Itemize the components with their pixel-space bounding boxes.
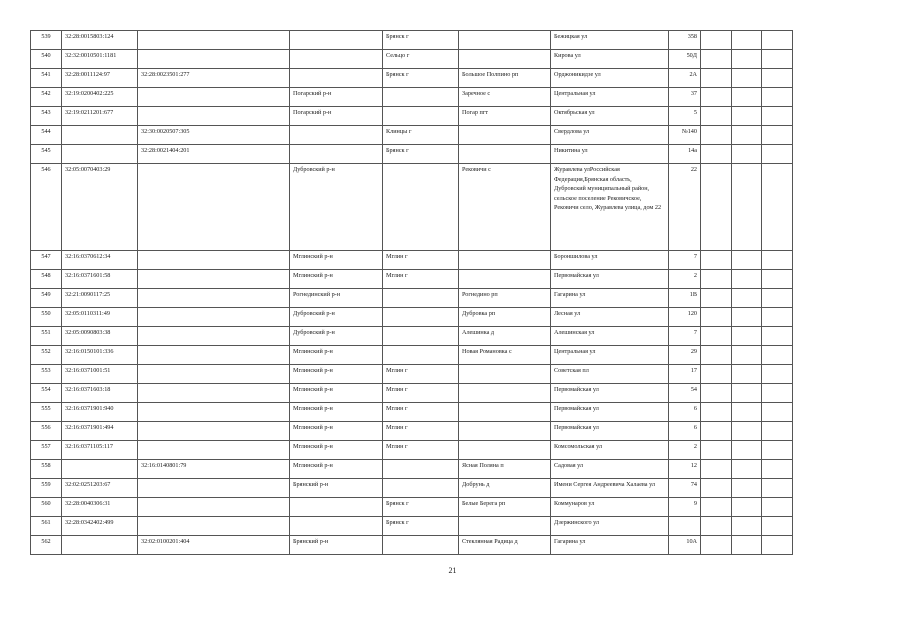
cell-cadastral-number-2	[138, 289, 290, 308]
cell-empty-3	[762, 126, 793, 145]
cell-cadastral-number-2	[138, 498, 290, 517]
cell-empty-3	[762, 145, 793, 164]
cell-street: Гагарина ул	[551, 289, 669, 308]
cell-empty-1	[701, 308, 732, 327]
cell-city	[383, 460, 459, 479]
cell-number: 558	[31, 460, 62, 479]
cell-number: 560	[31, 498, 62, 517]
cell-district: Дубровский р-н	[290, 327, 383, 346]
cell-empty-3	[762, 441, 793, 460]
cell-settlement	[459, 422, 551, 441]
cell-number: 556	[31, 422, 62, 441]
cell-settlement: Рогнедино рп	[459, 289, 551, 308]
table-row	[31, 441, 793, 460]
cell-city: Мглин г	[383, 384, 459, 403]
cell-cadastral-number	[62, 145, 138, 164]
cell-city	[383, 289, 459, 308]
table-row	[31, 107, 793, 126]
cell-empty-2	[732, 346, 762, 365]
cell-street: Никитина ул	[551, 145, 669, 164]
cell-city: Мглин г	[383, 270, 459, 289]
cell-city	[383, 479, 459, 498]
cell-house: 7	[669, 251, 701, 270]
cell-city: Мглин г	[383, 251, 459, 270]
cell-empty-2	[732, 69, 762, 88]
table-row	[31, 31, 793, 50]
cell-house: №140	[669, 126, 701, 145]
table-row	[31, 145, 793, 164]
cell-city	[383, 107, 459, 126]
cell-number: 557	[31, 441, 62, 460]
cell-district	[290, 517, 383, 536]
cell-empty-2	[732, 50, 762, 69]
cell-cadastral-number	[62, 460, 138, 479]
cell-cadastral-number-2: 32:02:0100201:404	[138, 536, 290, 555]
cell-empty-3	[762, 479, 793, 498]
cell-number: 549	[31, 289, 62, 308]
cell-empty-1	[701, 31, 732, 50]
cell-street: Первомайская ул	[551, 270, 669, 289]
cell-district: Мглинский р-н	[290, 346, 383, 365]
cell-number: 540	[31, 50, 62, 69]
table-row	[31, 403, 793, 422]
cell-settlement	[459, 365, 551, 384]
cell-number: 551	[31, 327, 62, 346]
cell-empty-2	[732, 289, 762, 308]
cell-empty-2	[732, 31, 762, 50]
cell-settlement: Рековичи с	[459, 164, 551, 251]
cell-number: 553	[31, 365, 62, 384]
cell-city: Клинцы г	[383, 126, 459, 145]
cell-street: Бежицкая ул	[551, 31, 669, 50]
table-row	[31, 289, 793, 308]
cell-house	[669, 517, 701, 536]
cell-empty-1	[701, 460, 732, 479]
cell-cadastral-number: 32:16:0371901:494	[62, 422, 138, 441]
cell-district: Погарский р-н	[290, 88, 383, 107]
cell-empty-1	[701, 69, 732, 88]
cell-house: 10А	[669, 536, 701, 555]
cell-city: Мглин г	[383, 365, 459, 384]
cell-empty-2	[732, 164, 762, 251]
cell-city: Брянск г	[383, 31, 459, 50]
cell-empty-1	[701, 107, 732, 126]
cell-cadastral-number-2	[138, 31, 290, 50]
cell-settlement: Большое Полпино рп	[459, 69, 551, 88]
cell-cadastral-number-2	[138, 251, 290, 270]
cell-cadastral-number-2	[138, 346, 290, 365]
cell-cadastral-number: 32:21:0090117:25	[62, 289, 138, 308]
cell-cadastral-number: 32:16:0371105:117	[62, 441, 138, 460]
cell-street: Гагарина ул	[551, 536, 669, 555]
cell-empty-1	[701, 536, 732, 555]
cell-settlement	[459, 145, 551, 164]
cell-empty-3	[762, 498, 793, 517]
cell-cadastral-number: 32:16:0371601:58	[62, 270, 138, 289]
cell-empty-2	[732, 145, 762, 164]
cell-district: Мглинский р-н	[290, 441, 383, 460]
cell-settlement	[459, 126, 551, 145]
page-number: 21	[448, 566, 457, 575]
cell-city	[383, 164, 459, 251]
cell-city: Брянск г	[383, 145, 459, 164]
cell-number: 541	[31, 69, 62, 88]
cell-house: 29	[669, 346, 701, 365]
cell-cadastral-number-2: 32:28:0021404:201	[138, 145, 290, 164]
cell-house: 5	[669, 107, 701, 126]
cell-cadastral-number: 32:02:0251203:67	[62, 479, 138, 498]
table-row	[31, 251, 793, 270]
cell-empty-3	[762, 289, 793, 308]
cell-district: Мглинский р-н	[290, 384, 383, 403]
cell-city: Брянск г	[383, 517, 459, 536]
cell-street: Первомайская ул	[551, 384, 669, 403]
cell-empty-2	[732, 365, 762, 384]
cell-district: Мглинский р-н	[290, 403, 383, 422]
cell-house: 22	[669, 164, 701, 251]
cell-cadastral-number	[62, 536, 138, 555]
cell-house: 50Д	[669, 50, 701, 69]
cell-empty-1	[701, 403, 732, 422]
cell-empty-3	[762, 270, 793, 289]
cell-cadastral-number: 32:16:0150101:336	[62, 346, 138, 365]
cell-street: Центральная ул	[551, 88, 669, 107]
cell-empty-3	[762, 107, 793, 126]
cell-empty-2	[732, 403, 762, 422]
cell-district: Брянский р-н	[290, 479, 383, 498]
table-row	[31, 69, 793, 88]
cell-district	[290, 126, 383, 145]
table-row	[31, 498, 793, 517]
cell-cadastral-number: 32:28:0011124:97	[62, 69, 138, 88]
registry-sheet	[30, 30, 792, 555]
cell-house: 2	[669, 270, 701, 289]
cell-settlement	[459, 441, 551, 460]
cell-district: Рогнединский р-н	[290, 289, 383, 308]
cell-house: 7	[669, 327, 701, 346]
cell-cadastral-number-2: 32:16:0140801:79	[138, 460, 290, 479]
cell-settlement	[459, 384, 551, 403]
cell-cadastral-number-2	[138, 50, 290, 69]
cell-empty-1	[701, 88, 732, 107]
cell-cadastral-number: 32:28:0015803:124	[62, 31, 138, 50]
cell-house: 120	[669, 308, 701, 327]
cell-district: Мглинский р-н	[290, 422, 383, 441]
cell-settlement	[459, 50, 551, 69]
cell-settlement	[459, 403, 551, 422]
cell-district	[290, 498, 383, 517]
cell-city	[383, 346, 459, 365]
cell-cadastral-number-2	[138, 441, 290, 460]
cell-cadastral-number-2: 32:30:0020507:305	[138, 126, 290, 145]
cell-house: 1В	[669, 289, 701, 308]
table-row	[31, 50, 793, 69]
cell-cadastral-number: 32:05:0090803:38	[62, 327, 138, 346]
cell-empty-3	[762, 422, 793, 441]
cell-empty-3	[762, 517, 793, 536]
cell-empty-3	[762, 88, 793, 107]
cell-number: 539	[31, 31, 62, 50]
cell-district: Мглинский р-н	[290, 251, 383, 270]
table-row	[31, 126, 793, 145]
cell-house: 6	[669, 422, 701, 441]
cell-house: 358	[669, 31, 701, 50]
cell-district	[290, 31, 383, 50]
cell-house: 12	[669, 460, 701, 479]
cell-number: 548	[31, 270, 62, 289]
cell-street: Алешинская ул	[551, 327, 669, 346]
cell-empty-2	[732, 327, 762, 346]
cell-number: 552	[31, 346, 62, 365]
cell-empty-3	[762, 164, 793, 251]
cell-cadastral-number	[62, 126, 138, 145]
cell-cadastral-number-2	[138, 517, 290, 536]
cell-city	[383, 308, 459, 327]
cell-settlement: Новая Романовка с	[459, 346, 551, 365]
cell-cadastral-number-2	[138, 403, 290, 422]
cell-district	[290, 145, 383, 164]
cell-number: 561	[31, 517, 62, 536]
cell-empty-2	[732, 270, 762, 289]
cell-cadastral-number: 32:16:0371901:940	[62, 403, 138, 422]
cell-empty-1	[701, 327, 732, 346]
cell-empty-2	[732, 479, 762, 498]
cell-district: Брянский р-н	[290, 536, 383, 555]
table-row	[31, 327, 793, 346]
cell-street: Коммунаров ул	[551, 498, 669, 517]
cell-house: 2А	[669, 69, 701, 88]
cell-street: Свердлова ул	[551, 126, 669, 145]
cell-street: Имени Сергея Андреевича Халаева ул	[551, 479, 669, 498]
cell-number: 554	[31, 384, 62, 403]
cell-settlement: Дубровка рп	[459, 308, 551, 327]
cell-empty-2	[732, 126, 762, 145]
cell-settlement	[459, 270, 551, 289]
cell-cadastral-number-2	[138, 164, 290, 251]
cell-empty-1	[701, 270, 732, 289]
table-row	[31, 270, 793, 289]
table-body	[31, 31, 793, 555]
cell-number: 547	[31, 251, 62, 270]
cell-empty-2	[732, 441, 762, 460]
cell-empty-2	[732, 422, 762, 441]
registry-table	[30, 30, 793, 555]
cell-cadastral-number-2	[138, 365, 290, 384]
cell-street: Кирова ул	[551, 50, 669, 69]
cell-empty-3	[762, 327, 793, 346]
cell-number: 543	[31, 107, 62, 126]
table-row	[31, 308, 793, 327]
cell-house: 54	[669, 384, 701, 403]
cell-empty-1	[701, 50, 732, 69]
cell-city: Мглин г	[383, 403, 459, 422]
cell-empty-1	[701, 384, 732, 403]
cell-street: Лесная ул	[551, 308, 669, 327]
table-row	[31, 536, 793, 555]
table-row	[31, 422, 793, 441]
table-row	[31, 384, 793, 403]
table-row	[31, 346, 793, 365]
cell-number: 562	[31, 536, 62, 555]
cell-number: 555	[31, 403, 62, 422]
table-row	[31, 517, 793, 536]
cell-city: Мглин г	[383, 441, 459, 460]
cell-empty-3	[762, 31, 793, 50]
cell-empty-3	[762, 460, 793, 479]
cell-street: Центральная ул	[551, 346, 669, 365]
cell-settlement: Стеклянная Радица д	[459, 536, 551, 555]
cell-house: 6	[669, 403, 701, 422]
table-row	[31, 88, 793, 107]
cell-street: Дзержинского ул	[551, 517, 669, 536]
cell-street: Бороншилова ул	[551, 251, 669, 270]
cell-district: Погарский р-н	[290, 107, 383, 126]
cell-cadastral-number: 32:05:0070403:29	[62, 164, 138, 251]
cell-city: Брянск г	[383, 69, 459, 88]
cell-empty-2	[732, 498, 762, 517]
cell-cadastral-number-2: 32:28:0023501:277	[138, 69, 290, 88]
cell-empty-3	[762, 403, 793, 422]
cell-empty-2	[732, 251, 762, 270]
cell-empty-1	[701, 517, 732, 536]
cell-city: Брянск г	[383, 498, 459, 517]
cell-cadastral-number-2	[138, 327, 290, 346]
cell-house: 9	[669, 498, 701, 517]
cell-settlement: Добрунь д	[459, 479, 551, 498]
cell-cadastral-number-2	[138, 422, 290, 441]
cell-cadastral-number-2	[138, 479, 290, 498]
cell-city	[383, 327, 459, 346]
cell-cadastral-number: 32:16:0371001:51	[62, 365, 138, 384]
cell-cadastral-number: 32:16:0371603:18	[62, 384, 138, 403]
cell-number: 546	[31, 164, 62, 251]
cell-cadastral-number: 32:05:0110311:49	[62, 308, 138, 327]
table-row	[31, 479, 793, 498]
cell-district: Мглинский р-н	[290, 365, 383, 384]
cell-empty-2	[732, 384, 762, 403]
cell-cadastral-number: 32:19:0200402:225	[62, 88, 138, 107]
cell-empty-1	[701, 441, 732, 460]
cell-city	[383, 88, 459, 107]
cell-empty-3	[762, 69, 793, 88]
cell-settlement	[459, 251, 551, 270]
cell-empty-3	[762, 308, 793, 327]
cell-empty-3	[762, 251, 793, 270]
cell-empty-3	[762, 384, 793, 403]
cell-street: Журавлева улРоссийская Федерация,Брянская область, Дубровский муниципальный район, сельское поселение Рековичское, Рековичи село, Журавлева улица, дом 22	[551, 164, 669, 251]
cell-settlement: Белые Берега рп	[459, 498, 551, 517]
cell-settlement: Погар пгт	[459, 107, 551, 126]
cell-number: 545	[31, 145, 62, 164]
cell-settlement	[459, 31, 551, 50]
table-row	[31, 460, 793, 479]
cell-street: Первомайская ул	[551, 422, 669, 441]
cell-city: Сельцо г	[383, 50, 459, 69]
cell-city: Мглин г	[383, 422, 459, 441]
cell-cadastral-number-2	[138, 88, 290, 107]
cell-cadastral-number-2	[138, 107, 290, 126]
cell-empty-3	[762, 536, 793, 555]
cell-cadastral-number: 32:28:0040306:31	[62, 498, 138, 517]
cell-settlement: Заречное с	[459, 88, 551, 107]
cell-number: 542	[31, 88, 62, 107]
cell-street: Орджоникидзе ул	[551, 69, 669, 88]
cell-empty-3	[762, 365, 793, 384]
cell-house: 14а	[669, 145, 701, 164]
cell-house: 37	[669, 88, 701, 107]
cell-empty-2	[732, 460, 762, 479]
cell-city	[383, 536, 459, 555]
cell-district	[290, 69, 383, 88]
cell-street: Первомайская ул	[551, 403, 669, 422]
cell-cadastral-number-2	[138, 308, 290, 327]
cell-empty-2	[732, 536, 762, 555]
cell-empty-1	[701, 251, 732, 270]
cell-cadastral-number: 32:28:0342402:499	[62, 517, 138, 536]
cell-settlement: Алешинка д	[459, 327, 551, 346]
cell-number: 559	[31, 479, 62, 498]
cell-street: Комсомольская ул	[551, 441, 669, 460]
cell-street: Советская пл	[551, 365, 669, 384]
cell-empty-1	[701, 126, 732, 145]
cell-house: 74	[669, 479, 701, 498]
cell-cadastral-number: 32:32:0010501:1181	[62, 50, 138, 69]
cell-settlement	[459, 517, 551, 536]
cell-empty-1	[701, 498, 732, 517]
cell-empty-2	[732, 308, 762, 327]
cell-empty-1	[701, 145, 732, 164]
cell-district: Мглинский р-н	[290, 270, 383, 289]
cell-district: Дубровский р-н	[290, 164, 383, 251]
cell-empty-2	[732, 107, 762, 126]
cell-cadastral-number: 32:19:0211201:677	[62, 107, 138, 126]
cell-street: Садовая ул	[551, 460, 669, 479]
cell-cadastral-number: 32:16:0370612:34	[62, 251, 138, 270]
cell-settlement: Ясная Поляна п	[459, 460, 551, 479]
cell-cadastral-number-2	[138, 270, 290, 289]
table-row	[31, 164, 793, 251]
cell-house: 2	[669, 441, 701, 460]
table-row	[31, 365, 793, 384]
cell-empty-1	[701, 365, 732, 384]
cell-empty-3	[762, 346, 793, 365]
cell-empty-1	[701, 346, 732, 365]
cell-empty-1	[701, 164, 732, 251]
cell-empty-1	[701, 422, 732, 441]
cell-empty-1	[701, 479, 732, 498]
cell-street: Октябрьская ул	[551, 107, 669, 126]
cell-district: Мглинский р-н	[290, 460, 383, 479]
cell-cadastral-number-2	[138, 384, 290, 403]
cell-empty-2	[732, 517, 762, 536]
cell-empty-2	[732, 88, 762, 107]
cell-empty-1	[701, 289, 732, 308]
cell-district: Дубровский р-н	[290, 308, 383, 327]
cell-house: 17	[669, 365, 701, 384]
cell-number: 550	[31, 308, 62, 327]
cell-district	[290, 50, 383, 69]
cell-empty-3	[762, 50, 793, 69]
cell-number: 544	[31, 126, 62, 145]
